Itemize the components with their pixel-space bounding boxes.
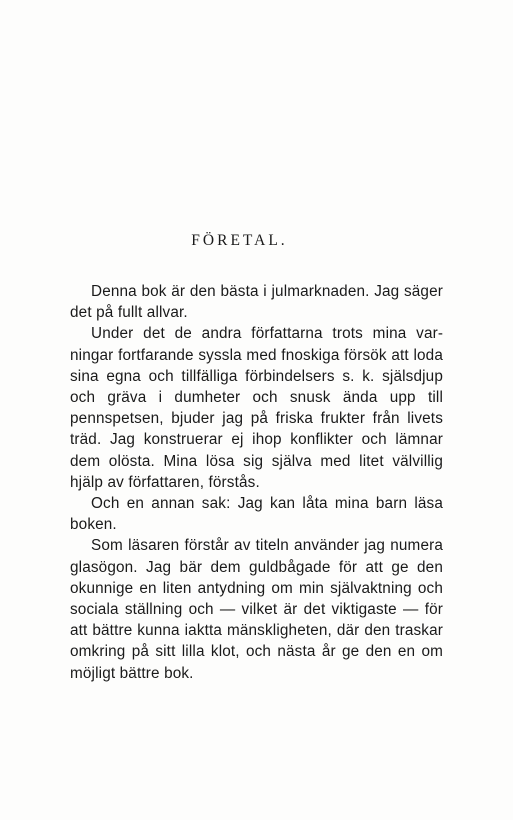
preface-heading: FÖRETAL. — [191, 232, 288, 249]
paragraph-2: Under det de andra författarna trots mina varningar fortfarande syssla med fnoskiga försök att loda sina egna och tillfälliga förbindelsers s. k. själsdjup och gräva i dumheter och snusk ända upp till pennspetsen, bjuder jag på friska frukter från livets träd. Jag konstruerar ej ihop konflikter och lämnar dem olösta. Mina lösa sig själva med litet välvillig hjälp av författaren, förstås. — [70, 325, 443, 491]
paragraph-3: Och en annan sak: Jag kan låta mina barn läsa boken. — [70, 495, 443, 534]
paragraph-4: Som läsaren förstår av titeln använder jag numera glasögon. Jag bär dem guldbågade för att ge den okunnige en liten antydning om min självaktning och sociala ställning och — vilket är det viktigaste — för att bättre kunna iaktta mänskligheten, där den traskar omkring på sitt lilla klot, och nästa år ge den en om möjligt bättre bok. — [70, 537, 443, 682]
paragraph-1: Denna bok är den bästa i julmarknaden. Jag säger det på fullt allvar. — [70, 283, 443, 322]
preface-body — [70, 281, 443, 684]
